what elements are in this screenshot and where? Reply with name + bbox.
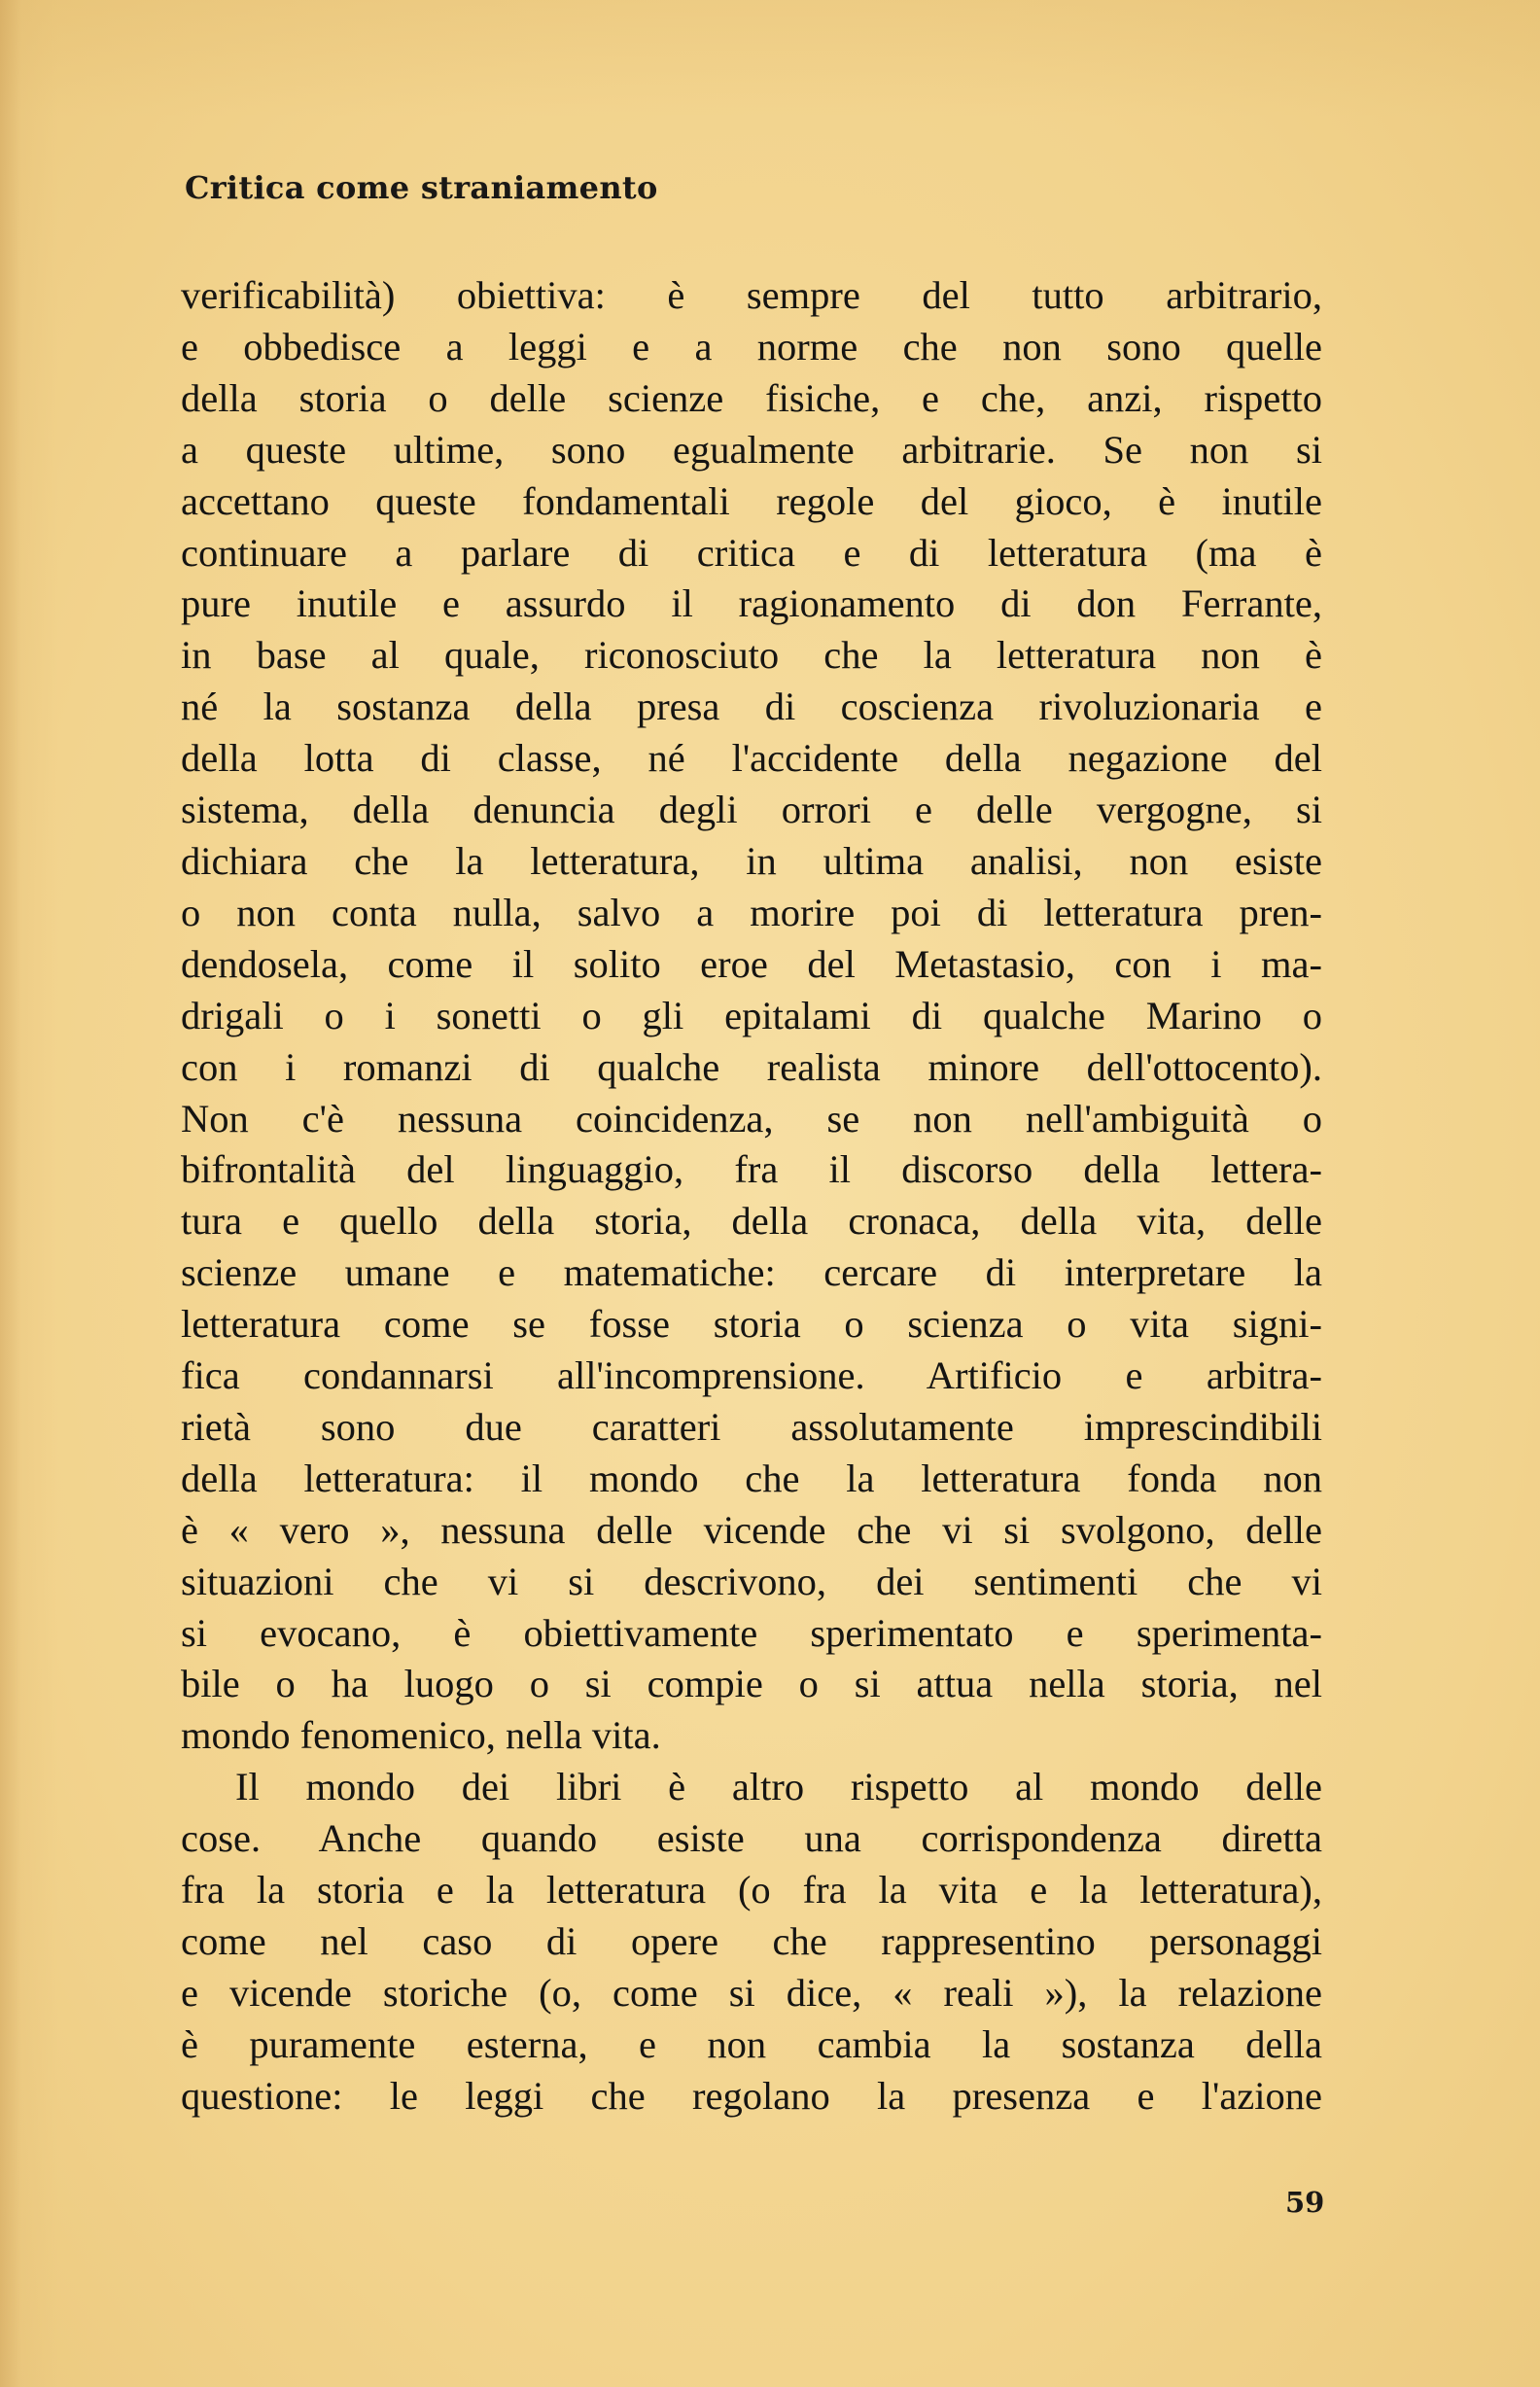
text-line: mondo fenomenico, nella vita. xyxy=(181,1713,661,1758)
text-line: e vicende storiche (o, come si dice, « reali »), la relazione xyxy=(181,1970,1322,2015)
text-line: continuare a parlare di critica e di letteratura (ma è xyxy=(181,530,1322,575)
text-line: della storia o delle scienze fisiche, e che, anzi, rispetto xyxy=(181,375,1322,420)
text-line: a queste ultime, sono egualmente arbitrarie. Se non si xyxy=(181,427,1322,472)
text-line: bifrontalità del linguaggio, fra il discorso della lettera- xyxy=(181,1147,1322,1192)
text-line: si evocano, è obiettivamente sperimentato e sperimenta- xyxy=(181,1610,1322,1655)
text-line: dichiara che la letteratura, in ultima analisi, non esiste xyxy=(181,838,1322,883)
text-line: Il mondo dei libri è altro rispetto al mondo delle xyxy=(235,1765,1322,1809)
text-line: dendosela, come il solito eroe del Metastasio, con i ma- xyxy=(181,941,1322,986)
text-line: della letteratura: il mondo che la letteratura fonda non xyxy=(181,1456,1322,1500)
text-line: verificabilità) obiettiva: è sempre del tutto arbitrario, xyxy=(181,273,1322,317)
text-line: né la sostanza della presa di coscienza rivoluzionaria e xyxy=(181,685,1322,729)
text-line: accettano queste fondamentali regole del gioco, è inutile xyxy=(181,478,1322,523)
text-line: o non conta nulla, salvo a morire poi di letteratura pren- xyxy=(181,890,1322,934)
text-line: della lotta di classe, né l'accidente della negazione del xyxy=(181,736,1322,781)
body-text xyxy=(181,270,1322,2123)
text-line: rietà sono due caratteri assolutamente imprescindibili xyxy=(181,1404,1322,1449)
paragraph-2 xyxy=(181,1762,1322,2122)
text-line: è « vero », nessuna delle vicende che vi si svolgono, delle xyxy=(181,1507,1322,1552)
text-line: Non c'è nessuna coincidenza, se non nell'ambiguità o xyxy=(181,1096,1322,1141)
text-line: letteratura come se fosse storia o scienza o vita signi- xyxy=(181,1302,1322,1347)
text-line: questione: le leggi che regolano la presenza e l'azione xyxy=(181,2073,1322,2118)
text-line: tura e quello della storia, della cronaca, della vita, delle xyxy=(181,1199,1322,1244)
text-line: è puramente esterna, e non cambia la sostanza della xyxy=(181,2021,1322,2066)
running-header: Critica come straniamento xyxy=(185,169,658,206)
text-line: con i romanzi di qualche realista minore dell'ottocento). xyxy=(181,1044,1322,1089)
text-line: situazioni che vi si descrivono, dei sentimenti che vi xyxy=(181,1559,1322,1603)
text-line: pure inutile e assurdo il ragionamento di don Ferrante, xyxy=(181,581,1322,626)
text-line: fra la storia e la letteratura (o fra la vita e la letteratura), xyxy=(181,1868,1322,1913)
text-line: bile o ha luogo o si compie o si attua nella storia, nel xyxy=(181,1662,1322,1706)
text-line: e obbedisce a leggi e a norme che non sono quelle xyxy=(181,324,1322,369)
text-line: scienze umane e matematiche: cercare di interpretare la xyxy=(181,1250,1322,1295)
page-number: 59 xyxy=(1285,2186,1325,2219)
text-line: come nel caso di opere che rappresentino personaggi xyxy=(181,1919,1322,1963)
text-line: sistema, della denuncia degli orrori e delle vergogne, si xyxy=(181,788,1322,832)
text-line: cose. Anche quando esiste una corrispondenza diretta xyxy=(181,1816,1322,1861)
paragraph-1 xyxy=(181,270,1322,1762)
text-line: fica condannarsi all'incomprensione. Artificio e arbitra- xyxy=(181,1353,1322,1398)
text-line: in base al quale, riconosciuto che la letteratura non è xyxy=(181,633,1322,678)
text-line: drigali o i sonetti o gli epitalami di qualche Marino o xyxy=(181,993,1322,1037)
